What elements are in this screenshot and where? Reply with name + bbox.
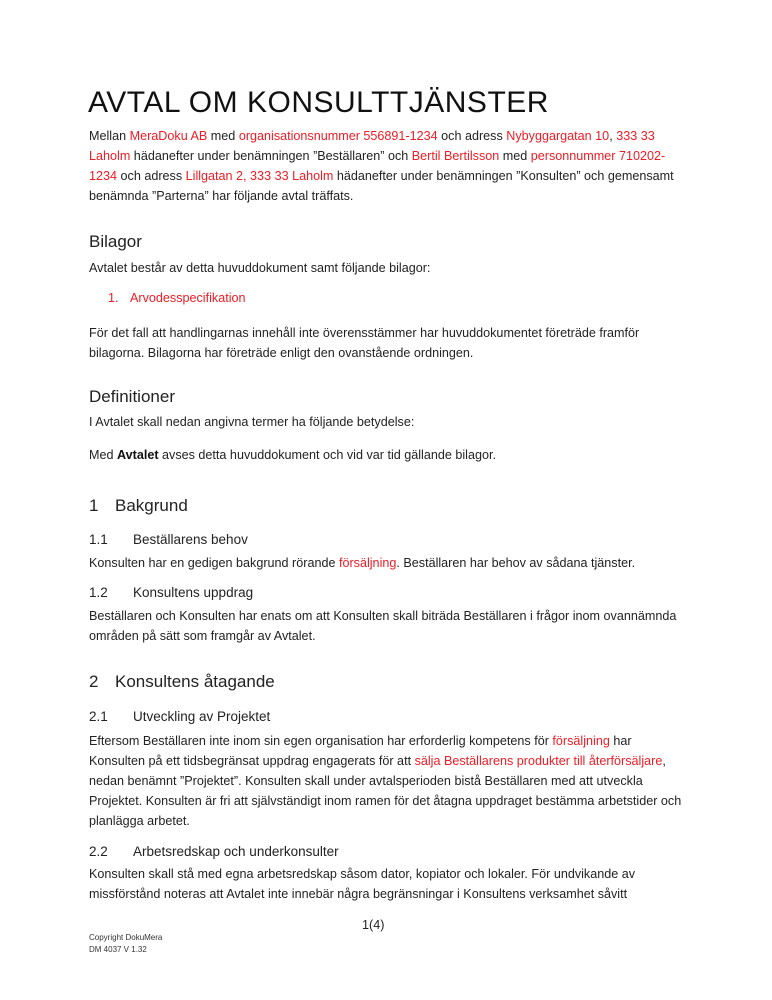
highlighted-text: Nybyggargatan 10 <box>506 129 610 143</box>
section-2-2-title: Arbetsredskap och underkonsulter <box>133 844 339 859</box>
text-segment: och adress <box>117 169 186 183</box>
section-1-2-heading <box>89 585 253 600</box>
definitioner-intro: I Avtalet skall nedan angivna termer ha följande betydelse: <box>89 415 415 429</box>
section-2-2-heading <box>89 844 339 859</box>
highlighted-text: försäljning <box>338 556 397 570</box>
bilagor-text: För det fall att handlingarnas innehåll inte överensstämmer har huvuddokumentet företräde framför bilagorna. Bilagorna har företräde enligt den ovanstående ordningen. <box>89 326 640 360</box>
bilaga-item <box>108 291 246 305</box>
definition-prefix: Med <box>89 448 117 462</box>
definition-suffix: avses detta huvuddokument och vid var tid gällande bilagor. <box>158 448 496 462</box>
highlighted-text: 333 33 Laholm <box>89 129 655 163</box>
intro-paragraph <box>89 126 689 206</box>
text-segment: hädanefter under benämningen ”Konsulten” och gemensamt benämnda ”Parterna” har följande avtal träffats. <box>89 169 674 203</box>
section-1-1-number: 1.1 <box>89 532 108 547</box>
document-title: AVTAL OM KONSULTTJÄNSTER <box>88 86 549 119</box>
highlighted-text: MeraDoku AB <box>129 129 208 143</box>
section-1-1-title: Beställarens behov <box>133 532 248 547</box>
highlighted-text: Lillgatan 2, 333 33 Laholm <box>185 169 334 183</box>
section-1-1-text <box>89 553 689 573</box>
highlighted-text: sälja Beställarens produkter till återförsäljare <box>414 754 663 768</box>
highlighted-text: organisationsnummer 556891-1234 <box>238 129 438 143</box>
text-segment: med <box>499 149 531 163</box>
bilagor-intro: Avtalet består av detta huvuddokument samt följande bilagor: <box>89 261 431 275</box>
section-1-number: 1 <box>89 496 99 515</box>
section-2-1-title: Utveckling av Projektet <box>133 709 271 724</box>
text-segment: , <box>609 129 617 143</box>
definition-term: Avtalet <box>117 448 159 462</box>
text-segment: med <box>207 129 239 143</box>
text-segment: Eftersom Beställaren inte inom sin egen organisation har erforderlig kompetens för <box>89 734 553 748</box>
text-segment: . Beställaren har behov av sådana tjänster. <box>396 556 636 570</box>
section-2-title: Konsultens åtagande <box>115 672 275 691</box>
section-1-heading <box>89 496 188 516</box>
highlighted-text: Bertil Bertilsson <box>411 149 500 163</box>
bilaga-item-number: 1. <box>108 291 119 305</box>
highlighted-text: försäljning <box>552 734 610 748</box>
text-segment: hädanefter under benämningen ”Beställaren” och <box>130 149 412 163</box>
section-2-1-heading <box>89 709 270 724</box>
definition-avtalet <box>89 445 689 465</box>
section-2-heading <box>89 672 275 692</box>
footer <box>89 932 162 956</box>
footer-copyright: Copyright DokuMera <box>89 933 163 942</box>
section-1-2-title: Konsultens uppdrag <box>133 585 254 600</box>
section-2-2-text: Konsulten skall stå med egna arbetsredskap såsom dator, kopiator och lokaler. För undvikande av missförstånd noteras att Avtalet inte innebär några begränsningar i Konsultens verksamhet såvitt <box>89 867 636 901</box>
section-1-2-text: Beställaren och Konsulten har enats om att Konsulten skall biträda Beställaren i frågor inom ovannämnda områden på sätt som framgår av Avtalet. <box>89 609 677 643</box>
section-2-number: 2 <box>89 672 99 691</box>
text-segment: Konsulten har en gedigen bakgrund rörande <box>89 556 339 570</box>
text-segment: har Konsulten på ett tidsbegränsat uppdrag engagerats för att <box>89 734 632 768</box>
text-segment: , nedan benämnt ”Projektet”. Konsulten skall under avtalsperioden bistå Beställaren med att utveckla Projektet. Konsulten är fri att självständigt inom ramen för det åtagna uppdraget bestämma arbetstider och planlägga arbetet. <box>89 754 682 828</box>
section-1-2-number: 1.2 <box>89 585 108 600</box>
text-segment: och adress <box>437 129 507 143</box>
section-2-2-number: 2.2 <box>89 844 108 859</box>
page-number: 1(4) <box>362 918 385 932</box>
definitioner-heading: Definitioner <box>89 387 175 406</box>
bilagor-heading: Bilagor <box>89 232 142 251</box>
section-1-title: Bakgrund <box>115 496 188 515</box>
section-2-1-text <box>89 731 689 831</box>
footer-version: DM 4037 V 1.32 <box>89 945 147 954</box>
bilaga-item-label: Arvodesspecifikation <box>130 291 246 305</box>
section-1-1-heading <box>89 532 248 547</box>
highlighted-text: personnummer 710202-1234 <box>89 149 666 183</box>
text-segment: Mellan <box>89 129 130 143</box>
section-2-1-number: 2.1 <box>89 709 108 724</box>
